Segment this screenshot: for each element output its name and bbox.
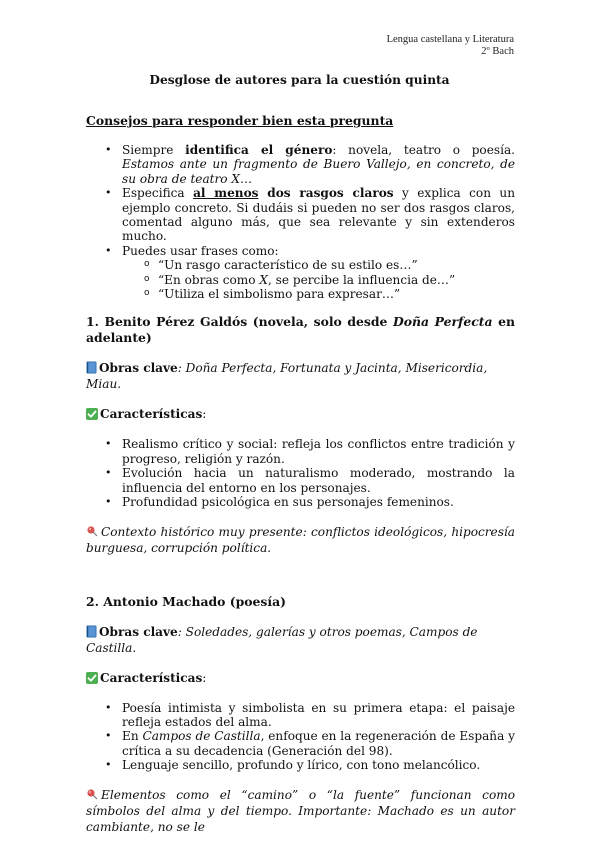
galdos-features-label: Características:	[86, 406, 515, 422]
feature-item: • Profundidad psicológica en sus personajes femeninos.	[86, 495, 515, 509]
check-mark-icon	[86, 672, 98, 684]
feature-item: • Realismo crítico y social: refleja los conflictos entre tradición y progreso, religión y razón.	[86, 437, 515, 466]
header-course: 2º Bach	[481, 46, 514, 57]
galdos-heading: 1. Benito Pérez Galdós (novela, solo desde Doña Perfecta en adelante)	[86, 314, 515, 346]
machado-note: Elementos como el “camino” o “la fuente” funcionan como símbolos del alma y del tiempo. Importante: Machado es un autor cambiante, no se le	[86, 787, 515, 834]
pushpin-icon	[86, 525, 98, 537]
feature-item: • Poesía intimista y simbolista en su primera etapa: el paisaje refleja estados del alma.	[86, 701, 515, 730]
tips-heading: Consejos para responder bien esta pregunta	[86, 113, 394, 128]
galdos-features-list	[86, 437, 515, 509]
machado-features-list	[86, 701, 515, 773]
feature-item: • Evolución hacia un naturalismo moderado, mostrando la influencia del entorno en los personajes.	[86, 466, 515, 495]
feature-item: • Lenguaje sencillo, profundo y lírico, con tono melancólico.	[86, 758, 515, 772]
tips-list	[86, 143, 515, 301]
galdos-note: Contexto histórico muy presente: conflictos ideológicos, hipocresía burguesa, corrupción política.	[86, 524, 515, 555]
galdos-works: Obras clave: Doña Perfecta, Fortunata y Jacinta, Misericordia, Miau.	[86, 361, 488, 392]
machado-works: Obras clave: Soledades, galerías y otros poemas, Campos de Castilla.	[86, 624, 478, 655]
machado-features-label: Características:	[86, 670, 515, 686]
feature-item: • En Campos de Castilla, enfoque en la regeneración de España y crítica a su decadencia (Generación del 98).	[86, 729, 515, 758]
tip-genre: • Siempre identifica el género: novela, teatro o poesía. Estamos ante un fragmento de Buero Vallejo, en concreto, de su obra de teatro X…	[86, 143, 515, 186]
page-header	[387, 34, 514, 58]
document-body	[86, 113, 515, 835]
phrase-item: o “En obras como X, se percibe la influencia de…”	[86, 273, 515, 287]
tip-features: • Especifica al menos dos rasgos claros y explica con un ejemplo concreto. Si dudáis si pueden no ser dos rasgos claros, comentad alguno más, que sea relevante y sin extenderos mucho.	[86, 186, 515, 244]
header-subject: Lengua castellana y Literatura	[386, 34, 514, 45]
machado-heading: 2. Antonio Machado (poesía)	[86, 593, 286, 609]
pushpin-icon	[86, 788, 98, 800]
check-mark-icon	[86, 408, 98, 420]
document-title: Desglose de autores para la cuestión quinta	[149, 73, 450, 87]
phrase-list	[122, 258, 515, 301]
phrase-item: o “Utiliza el simbolismo para expresar…”	[86, 287, 515, 301]
book-icon	[86, 625, 97, 638]
phrase-item: o “Un rasgo característico de su estilo es…”	[86, 258, 515, 272]
book-icon	[86, 361, 97, 374]
tip-phrases: • Puedes usar frases como: o “Un rasgo característico de su estilo es…” o “En obras como X, se percibe la influencia de…” o “Utiliza el simbolismo para expresar…”	[86, 244, 515, 302]
